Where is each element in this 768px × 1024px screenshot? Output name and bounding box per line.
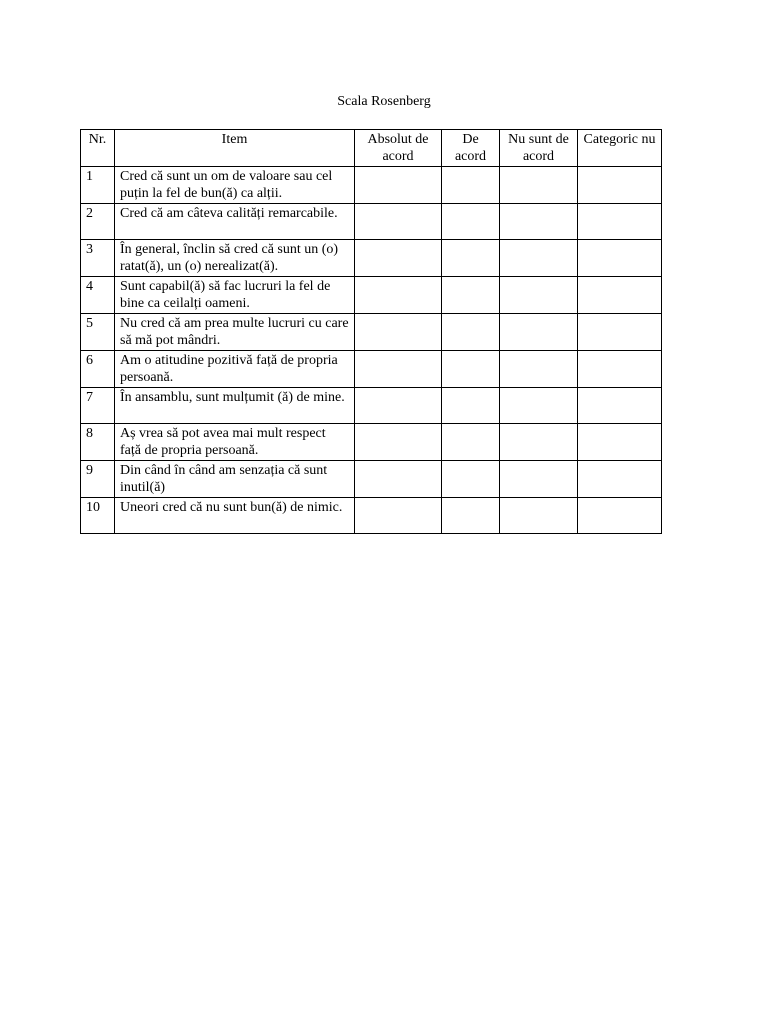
row-number: 8	[81, 424, 115, 461]
answer-de-acord[interactable]	[442, 388, 500, 424]
answer-nu-sunt-de-acord[interactable]	[500, 204, 578, 240]
row-item-text: Uneori cred că nu sunt bun(ă) de nimic.	[115, 498, 355, 534]
row-item-text: În general, înclin să cred că sunt un (o) ratat(ă), un (o) nerealizat(ă).	[115, 240, 355, 277]
answer-categoric-nu[interactable]	[578, 351, 662, 388]
answer-nu-sunt-de-acord[interactable]	[500, 498, 578, 534]
row-number: 4	[81, 277, 115, 314]
answer-de-acord[interactable]	[442, 314, 500, 351]
answer-categoric-nu[interactable]	[578, 388, 662, 424]
table-row	[81, 388, 662, 424]
table-row	[81, 277, 662, 314]
answer-absolut-de-acord[interactable]	[355, 388, 442, 424]
answer-nu-sunt-de-acord[interactable]	[500, 167, 578, 204]
answer-categoric-nu[interactable]	[578, 167, 662, 204]
answer-absolut-de-acord[interactable]	[355, 204, 442, 240]
row-item-text: Cred că sunt un om de valoare sau cel puțin la fel de bun(ă) ca alții.	[115, 167, 355, 204]
answer-categoric-nu[interactable]	[578, 240, 662, 277]
answer-absolut-de-acord[interactable]	[355, 240, 442, 277]
answer-nu-sunt-de-acord[interactable]	[500, 424, 578, 461]
answer-absolut-de-acord[interactable]	[355, 167, 442, 204]
row-number: 7	[81, 388, 115, 424]
header-item: Item	[115, 130, 355, 167]
row-number: 2	[81, 204, 115, 240]
answer-categoric-nu[interactable]	[578, 277, 662, 314]
answer-de-acord[interactable]	[442, 461, 500, 498]
header-nu-sunt-de-acord: Nu sunt de acord	[500, 130, 578, 167]
rosenberg-scale-table	[80, 129, 662, 534]
header-nr: Nr.	[81, 130, 115, 167]
table-row	[81, 461, 662, 498]
answer-nu-sunt-de-acord[interactable]	[500, 351, 578, 388]
table-row	[81, 351, 662, 388]
answer-categoric-nu[interactable]	[578, 498, 662, 534]
header-absolut-de-acord: Absolut de acord	[355, 130, 442, 167]
answer-absolut-de-acord[interactable]	[355, 314, 442, 351]
row-number: 10	[81, 498, 115, 534]
table-row	[81, 240, 662, 277]
answer-de-acord[interactable]	[442, 167, 500, 204]
table-row	[81, 498, 662, 534]
answer-categoric-nu[interactable]	[578, 204, 662, 240]
header-de-acord: De acord	[442, 130, 500, 167]
answer-absolut-de-acord[interactable]	[355, 424, 442, 461]
table-row	[81, 314, 662, 351]
answer-absolut-de-acord[interactable]	[355, 351, 442, 388]
answer-de-acord[interactable]	[442, 204, 500, 240]
answer-categoric-nu[interactable]	[578, 461, 662, 498]
answer-nu-sunt-de-acord[interactable]	[500, 388, 578, 424]
answer-categoric-nu[interactable]	[578, 314, 662, 351]
answer-nu-sunt-de-acord[interactable]	[500, 314, 578, 351]
header-categoric-nu: Categoric nu	[578, 130, 662, 167]
row-number: 3	[81, 240, 115, 277]
row-number: 1	[81, 167, 115, 204]
row-number: 5	[81, 314, 115, 351]
table-row	[81, 204, 662, 240]
row-item-text: Cred că am câteva calități remarcabile.	[115, 204, 355, 240]
row-item-text: Am o atitudine pozitivă față de propria persoană.	[115, 351, 355, 388]
answer-de-acord[interactable]	[442, 351, 500, 388]
row-item-text: Aș vrea să pot avea mai mult respect față de propria persoană.	[115, 424, 355, 461]
answer-absolut-de-acord[interactable]	[355, 277, 442, 314]
table-row	[81, 424, 662, 461]
answer-absolut-de-acord[interactable]	[355, 498, 442, 534]
answer-absolut-de-acord[interactable]	[355, 461, 442, 498]
answer-de-acord[interactable]	[442, 240, 500, 277]
table-header-row	[81, 130, 662, 167]
answer-categoric-nu[interactable]	[578, 424, 662, 461]
row-number: 9	[81, 461, 115, 498]
table-row	[81, 167, 662, 204]
row-number: 6	[81, 351, 115, 388]
row-item-text: Din când în când am senzația că sunt inutil(ă)	[115, 461, 355, 498]
row-item-text: Sunt capabil(ă) să fac lucruri la fel de bine ca ceilalți oameni.	[115, 277, 355, 314]
row-item-text: În ansamblu, sunt mulțumit (ă) de mine.	[115, 388, 355, 424]
answer-nu-sunt-de-acord[interactable]	[500, 461, 578, 498]
answer-de-acord[interactable]	[442, 424, 500, 461]
row-item-text: Nu cred că am prea multe lucruri cu care să mă pot mândri.	[115, 314, 355, 351]
answer-nu-sunt-de-acord[interactable]	[500, 240, 578, 277]
answer-de-acord[interactable]	[442, 277, 500, 314]
answer-de-acord[interactable]	[442, 498, 500, 534]
page-title: Scala Rosenberg	[337, 94, 431, 109]
answer-nu-sunt-de-acord[interactable]	[500, 277, 578, 314]
